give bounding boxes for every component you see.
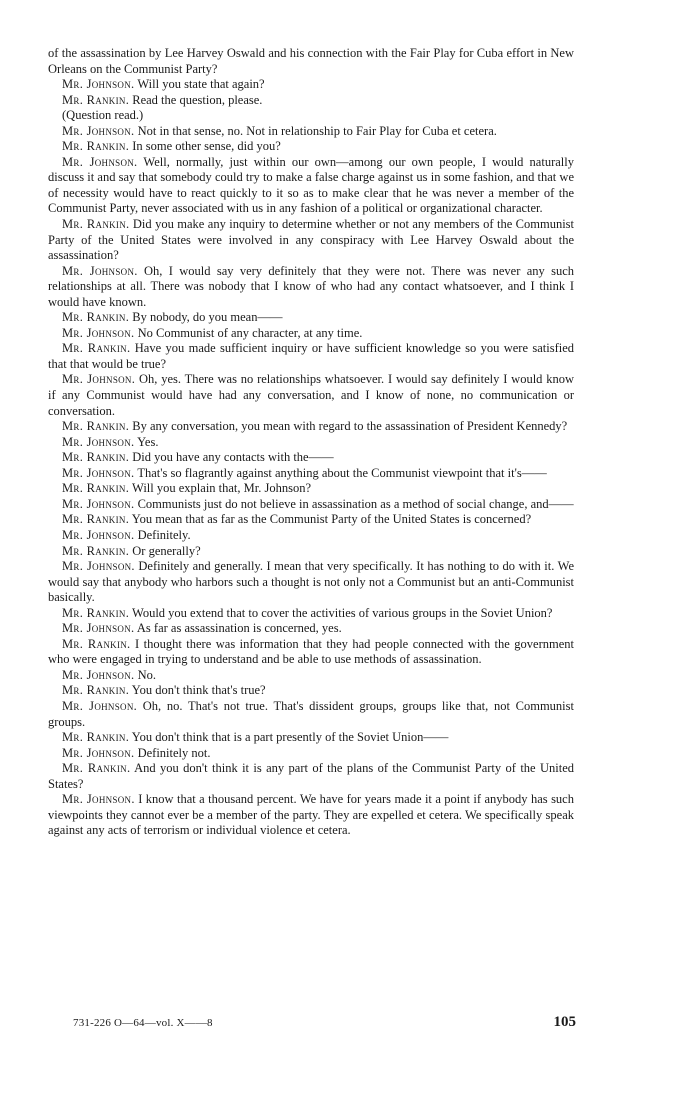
- speaker-name: Mr. Rankin.: [62, 481, 130, 496]
- testimony-text: By nobody, do you mean——: [132, 310, 283, 325]
- speaker-name: Mr. Rankin.: [62, 139, 130, 154]
- testimony-paragraph: [48, 155, 574, 217]
- speaker-name: Mr. Rankin.: [62, 730, 130, 745]
- testimony-text: Definitely and generally. I mean that very specifically. It has nothing to do with it. We would say that anybody who harbors such a thought is not only not a Communist but an anti-Communist basically.: [48, 559, 574, 605]
- speaker-name: Mr. Johnson.: [62, 465, 135, 480]
- testimony-paragraph: [48, 46, 574, 77]
- speaker-name: Mr. Rankin.: [62, 761, 131, 776]
- testimony-text: Would you extend that to cover the activities of various groups in the Soviet Union?: [132, 605, 553, 620]
- testimony-paragraph: [48, 310, 574, 326]
- testimony-text: (Question read.): [62, 108, 144, 123]
- testimony-text: Oh, no. That's not true. That's dissident groups, groups like that, not Communist groups.: [48, 698, 574, 729]
- speaker-name: Mr. Rankin.: [62, 92, 130, 107]
- speaker-name: Mr. Rankin.: [62, 605, 130, 620]
- speaker-name: Mr. Rankin.: [62, 217, 130, 232]
- testimony-paragraph: [48, 372, 574, 419]
- testimony-paragraph: [48, 264, 574, 311]
- testimony-paragraph: [48, 466, 574, 482]
- speaker-name: Mr. Johnson.: [62, 154, 138, 169]
- testimony-text: Or generally?: [132, 543, 201, 558]
- testimony-text: Have you made sufficient inquiry or have sufficient knowledge so you were satisfied that that would be true?: [48, 341, 575, 371]
- testimony-text: Read the question, please.: [132, 92, 263, 107]
- speaker-name: Mr. Rankin.: [62, 450, 130, 465]
- page-number: 105: [553, 1014, 576, 1030]
- speaker-name: Mr. Johnson.: [62, 792, 135, 807]
- testimony-paragraph: [48, 108, 574, 124]
- testimony-paragraph: [48, 606, 574, 622]
- transcript-body: [48, 46, 574, 839]
- speaker-name: Mr. Johnson.: [62, 667, 135, 682]
- testimony-paragraph: [48, 761, 574, 792]
- testimony-text: of the assassination by Lee Harvey Oswald and his connection with the Fair Play for Cuba effort in New Orleans on the Communist Party?: [48, 46, 574, 76]
- testimony-paragraph: [48, 139, 574, 155]
- speaker-name: Mr. Rankin.: [62, 419, 130, 434]
- testimony-text: I know that a thousand percent. We have for years made it a point if anybody has such viewpoints they cannot ever be a member of the party. They are expelled et cetera. We specifically speak against any acts of terrorism or individual violence et cetera.: [48, 792, 574, 838]
- speaker-name: Mr. Johnson.: [62, 123, 135, 138]
- testimony-paragraph: [48, 450, 574, 466]
- testimony-paragraph: [48, 621, 574, 637]
- speaker-name: Mr. Johnson.: [62, 372, 136, 387]
- testimony-text: No.: [137, 667, 156, 682]
- testimony-text: And you don't think it is any part of the plans of the Communist Party of the United States?: [48, 761, 575, 791]
- testimony-text: Yes.: [137, 434, 159, 449]
- speaker-name: Mr. Johnson.: [62, 621, 135, 636]
- testimony-text: That's so flagrantly against anything about the Communist viewpoint that it's——: [137, 465, 547, 480]
- speaker-name: Mr. Rankin.: [62, 636, 131, 651]
- testimony-paragraph: [48, 124, 574, 140]
- testimony-text: Oh, yes. There was no relationships whatsoever. I would say definitely I would know if any Communist would have had any conversation, and I know of none, no communication or conversation.: [48, 372, 575, 418]
- testimony-text: Definitely not.: [137, 745, 211, 760]
- testimony-text: Will you state that again?: [137, 77, 265, 92]
- testimony-text: Communists just do not believe in assassination as a method of social change, and——: [137, 496, 574, 511]
- testimony-text: Not in that sense, no. Not in relationship to Fair Play for Cuba et cetera.: [137, 123, 497, 138]
- testimony-text: You don't think that is a part presently of the Soviet Union——: [131, 730, 449, 745]
- testimony-text: As far as assassination is concerned, yes.: [136, 621, 342, 636]
- speaker-name: Mr. Johnson.: [62, 496, 135, 511]
- speaker-name: Mr. Johnson.: [62, 745, 135, 760]
- speaker-name: Mr. Johnson.: [62, 527, 135, 542]
- speaker-name: Mr. Rankin.: [62, 543, 130, 558]
- speaker-name: Mr. Johnson.: [62, 698, 138, 713]
- testimony-paragraph: [48, 730, 574, 746]
- testimony-paragraph: [48, 341, 574, 372]
- testimony-text: Definitely.: [137, 527, 191, 542]
- testimony-text: Oh, I would say very definitely that they were not. There was never any such relationships at all. There was nobody that I know of who had any contact whatsoever, and I think I would have known.: [48, 263, 574, 309]
- testimony-text: You mean that as far as the Communist Party of the United States is concerned?: [131, 512, 532, 527]
- testimony-paragraph: [48, 699, 574, 730]
- speaker-name: Mr. Johnson.: [62, 77, 135, 92]
- testimony-paragraph: [48, 559, 574, 606]
- testimony-paragraph: [48, 792, 574, 839]
- speaker-name: Mr. Johnson.: [62, 559, 135, 574]
- testimony-text: Did you have any contacts with the——: [132, 450, 334, 465]
- testimony-paragraph: [48, 528, 574, 544]
- testimony-paragraph: [48, 419, 574, 435]
- speaker-name: Mr. Rankin.: [62, 310, 130, 325]
- testimony-paragraph: [48, 668, 574, 684]
- testimony-paragraph: [48, 326, 574, 342]
- testimony-paragraph: [48, 497, 574, 513]
- testimony-paragraph: [48, 544, 574, 560]
- speaker-name: Mr. Rankin.: [62, 512, 130, 527]
- testimony-paragraph: [48, 637, 574, 668]
- page-footer: [73, 1014, 576, 1034]
- print-code: 731-226 O—64—vol. X——8: [73, 1017, 213, 1029]
- testimony-paragraph: [48, 217, 574, 264]
- testimony-text: By any conversation, you mean with regard to the assassination of President Kennedy?: [132, 419, 568, 434]
- testimony-paragraph: [48, 93, 574, 109]
- testimony-paragraph: [48, 746, 574, 762]
- testimony-paragraph: [48, 435, 574, 451]
- speaker-name: Mr. Johnson.: [62, 325, 135, 340]
- testimony-text: I thought there was information that they had people connected with the government who were engaged in trying to understand and be able to use methods of assassination.: [48, 636, 575, 667]
- testimony-text: Well, normally, just within our own—among our own people, I would naturally discuss it and say that somebody could try to make a false charge against us in some fashion, and that we of necessity would have to react quickly to it so as to make clear that he was never a member of the Communist Party, never associated with us in any fashion of a political or organizational character.: [48, 154, 574, 216]
- speaker-name: Mr. Johnson.: [62, 434, 135, 449]
- testimony-text: No Communist of any character, at any time.: [137, 325, 363, 340]
- speaker-name: Mr. Rankin.: [62, 341, 131, 356]
- testimony-text: You don't think that's true?: [131, 683, 266, 698]
- speaker-name: Mr. Johnson.: [62, 263, 138, 278]
- testimony-paragraph: [48, 683, 574, 699]
- testimony-text: Did you make any inquiry to determine whether or not any members of the Communist Party of the United States were involved in any conspiracy with Lee Harvey Oswald about the assassination?: [48, 217, 575, 263]
- testimony-paragraph: [48, 512, 574, 528]
- testimony-paragraph: [48, 77, 574, 93]
- speaker-name: Mr. Rankin.: [62, 683, 130, 698]
- testimony-text: In some other sense, did you?: [132, 139, 281, 154]
- testimony-paragraph: [48, 481, 574, 497]
- testimony-text: Will you explain that, Mr. Johnson?: [132, 481, 312, 496]
